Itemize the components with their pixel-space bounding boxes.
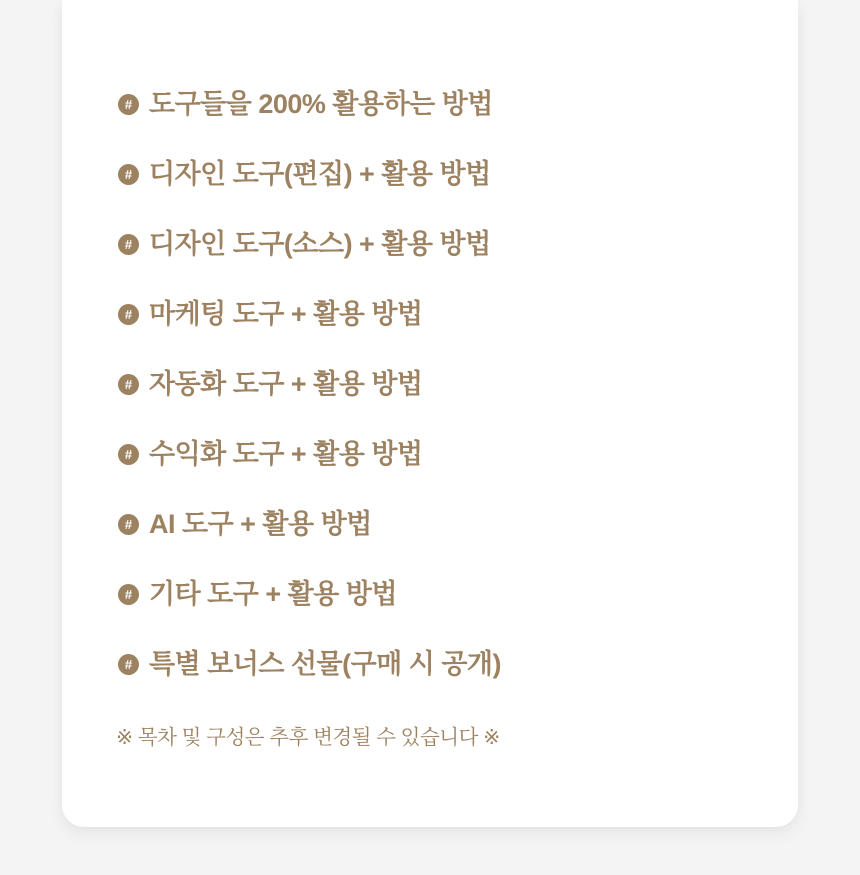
toc-item-label: 디자인 도구(편집) + 활용 방법 bbox=[149, 159, 491, 189]
hashtag-icon: # bbox=[118, 304, 139, 325]
toc-item-label: 기타 도구 + 활용 방법 bbox=[149, 579, 397, 609]
toc-item-label: AI 도구 + 활용 방법 bbox=[149, 509, 372, 539]
toc-item bbox=[118, 90, 798, 119]
toc-disclaimer-note: ※ 목차 및 구성은 추후 변경될 수 있습니다 ※ bbox=[116, 726, 500, 749]
hashtag-icon: # bbox=[118, 234, 139, 255]
hashtag-icon: # bbox=[118, 374, 139, 395]
toc-item bbox=[118, 650, 798, 679]
toc-item-label: 도구들을 200% 활용하는 방법 bbox=[149, 89, 493, 119]
hashtag-icon: # bbox=[118, 94, 139, 115]
content-card bbox=[62, 0, 798, 827]
hashtag-icon: # bbox=[118, 654, 139, 675]
hashtag-icon: # bbox=[118, 444, 139, 465]
toc-item-label: 마케팅 도구 + 활용 방법 bbox=[149, 299, 423, 329]
hashtag-icon: # bbox=[118, 514, 139, 535]
toc-item bbox=[118, 300, 798, 329]
toc-item bbox=[118, 230, 798, 259]
toc-item-label: 수익화 도구 + 활용 방법 bbox=[149, 439, 423, 469]
toc-item-label: 특별 보너스 선물(구매 시 공개) bbox=[149, 649, 501, 679]
toc-item bbox=[118, 580, 798, 609]
toc-item-label: 자동화 도구 + 활용 방법 bbox=[149, 369, 423, 399]
hashtag-icon: # bbox=[118, 584, 139, 605]
hashtag-icon: # bbox=[118, 164, 139, 185]
toc-item bbox=[118, 160, 798, 189]
toc-item-label: 디자인 도구(소스) + 활용 방법 bbox=[149, 229, 491, 259]
toc-item bbox=[118, 370, 798, 399]
toc-item bbox=[118, 510, 798, 539]
toc-item bbox=[118, 440, 798, 469]
